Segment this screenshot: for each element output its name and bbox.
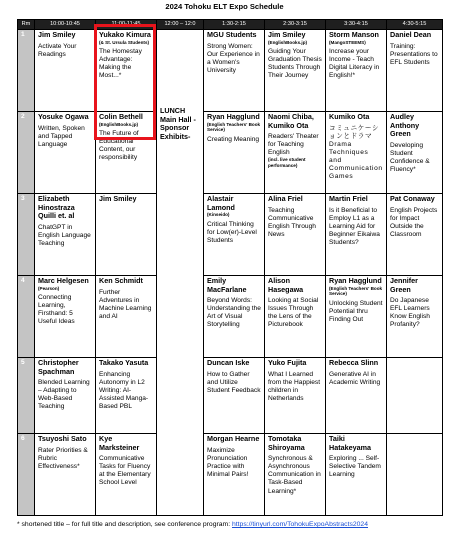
session-cell[interactable] bbox=[265, 276, 326, 358]
session-cell[interactable] bbox=[35, 194, 96, 276]
lunch-label: LUNCH Main Hall -Sponsor Exhibits- bbox=[160, 106, 196, 141]
session-cell[interactable] bbox=[204, 358, 265, 434]
session-title: Activate Your Readings bbox=[38, 42, 77, 58]
presenter-name: Jim Smiley bbox=[268, 30, 306, 39]
session-title: Critical Thinking for Low(er)-Level Students bbox=[207, 220, 257, 244]
presenter-affiliation: (English Teachers' Book Service) bbox=[207, 121, 261, 133]
session-cell[interactable] bbox=[204, 112, 265, 194]
session-cell[interactable] bbox=[96, 30, 157, 112]
header-room: Rm bbox=[18, 20, 35, 30]
session-cell[interactable] bbox=[387, 30, 443, 112]
session-cell[interactable] bbox=[204, 30, 265, 112]
session-title: Do Japanese EFL Learners Know English Profanity? bbox=[390, 297, 430, 329]
session-cell[interactable] bbox=[96, 276, 157, 358]
session-title: Is it Beneficial to Employ L1 as a Learning Aid for Beginner Eikaiwa Students? bbox=[329, 206, 380, 246]
presenter-name: Jim Smiley bbox=[38, 30, 76, 39]
session-title: Increase your Income - Teach Digital Literacy in English!* bbox=[329, 48, 380, 80]
session-title: Looking at Social Issues Through the Lens of the Picturebook bbox=[268, 297, 319, 329]
session-note: (incl. live student performance) bbox=[268, 157, 306, 169]
session-title: Guiding Your Graduation Thesis Students Through Their Journey bbox=[268, 48, 322, 80]
room-number: 2 bbox=[18, 112, 35, 194]
presenter-name: Yuko Fujita bbox=[268, 358, 307, 367]
session-title: The Future of Educational Content, our responsibility bbox=[99, 130, 139, 162]
session-cell[interactable] bbox=[265, 112, 326, 194]
presenter-name: Audley Anthony Green bbox=[390, 112, 420, 139]
presenter-name: Tomotaka Shiroyama bbox=[268, 434, 305, 452]
presenter-name: Takako Yasuta bbox=[99, 358, 149, 367]
session-title: Maximize Pronunciation Practice with Minimal Pairs! bbox=[207, 446, 249, 478]
presenter-name: Kye Marksteiner bbox=[99, 434, 140, 452]
table-row bbox=[18, 276, 443, 358]
session-cell[interactable] bbox=[265, 194, 326, 276]
session-cell[interactable] bbox=[265, 30, 326, 112]
session-cell[interactable] bbox=[204, 276, 265, 358]
presenter-name: Morgan Hearne bbox=[207, 434, 260, 443]
session-title: Enhancing Autonomy in L2 Writing: AI-Assisted Manga-Based PBL bbox=[99, 370, 149, 410]
session-title: Creating Meaning bbox=[207, 135, 260, 143]
presenter-affiliation: (& St. Ursula Students) bbox=[99, 39, 150, 45]
session-cell[interactable] bbox=[387, 194, 443, 276]
session-cell[interactable] bbox=[326, 434, 387, 516]
header-time-2: 11:00-11:45 bbox=[96, 20, 157, 30]
presenter-name: Alina Friel bbox=[268, 194, 303, 203]
session-cell[interactable] bbox=[35, 358, 96, 434]
presenter-name: Naomi Chiba, Kumiko Ota bbox=[268, 112, 314, 130]
room-number: 3 bbox=[18, 194, 35, 276]
presenter-name: Colin Bethell bbox=[99, 112, 143, 121]
presenter-affiliation: (EnglishBooks.jp) bbox=[268, 39, 308, 45]
room-number: 1 bbox=[18, 30, 35, 112]
presenter-affiliation: (English Teachers' Book Service) bbox=[329, 285, 383, 297]
session-cell[interactable] bbox=[96, 112, 157, 194]
session-cell[interactable] bbox=[35, 276, 96, 358]
session-title: コミュニケーションとドラマ Drama Techniques and Communication Games bbox=[329, 124, 383, 181]
table-row bbox=[18, 112, 443, 194]
page-title: 2024 Tohoku ELT Expo Schedule bbox=[165, 2, 284, 11]
presenter-name: Alison Hasegawa bbox=[268, 276, 304, 294]
presenter-affiliation: (MangoSTEEMS) bbox=[329, 39, 366, 45]
header-time-7: 4:30-5:15 bbox=[387, 20, 443, 30]
session-cell[interactable] bbox=[96, 358, 157, 434]
presenter-name: Alastair Lamond bbox=[207, 194, 235, 212]
presenter-affiliation: (Kinseido) bbox=[207, 212, 230, 218]
presenter-name: Tsuyoshi Sato bbox=[38, 434, 87, 443]
header-time-5: 2:30-3:15 bbox=[265, 20, 326, 30]
presenter-name: Daniel Dean bbox=[390, 30, 432, 39]
presenter-name: Elizabeth Hinostraza Quilli et. al bbox=[38, 194, 75, 221]
header-time-1: 10:00-10:45 bbox=[35, 20, 96, 30]
presenter-name: Rebecca Slinn bbox=[329, 358, 379, 367]
session-cell[interactable] bbox=[96, 194, 157, 276]
header-row bbox=[18, 20, 443, 30]
session-title: Further Adventures in Machine Learning and AI bbox=[99, 288, 152, 320]
presenter-name: MGU Students bbox=[207, 30, 257, 39]
presenter-name: Emily MacFarlane bbox=[207, 276, 247, 294]
session-title: Strong Women: Our Experience in a Women's University bbox=[207, 42, 260, 74]
table-row bbox=[18, 194, 443, 276]
footnote-text: * shortened title – for full title and description, see conference program: bbox=[17, 521, 232, 528]
header-time-6: 3:30-4:15 bbox=[326, 20, 387, 30]
presenter-name: Pat Conaway bbox=[390, 194, 435, 203]
presenter-affiliation: (EnglishBooks.jp) bbox=[99, 121, 139, 127]
session-cell[interactable] bbox=[326, 30, 387, 112]
presenter-name: Jim Smiley bbox=[99, 194, 137, 203]
session-title: Synchronous & Asynchronous Communication in Task-Based Learning* bbox=[268, 455, 321, 495]
presenter-name: Yosuke Ogawa bbox=[38, 112, 89, 121]
session-title: Connecting Learning, Firsthand: 5 Useful Ideas bbox=[38, 294, 75, 326]
session-cell[interactable] bbox=[204, 194, 265, 276]
session-title: Rater Priorities & Rubric Effectiveness* bbox=[38, 446, 88, 470]
presenter-name: Ryan Hagglund bbox=[329, 276, 382, 285]
presenter-name: Ryan Hagglund bbox=[207, 112, 260, 121]
session-cell[interactable] bbox=[326, 276, 387, 358]
session-title: Readers' Theater for Teaching English bbox=[268, 133, 319, 157]
session-title: What I Learned from the Happiest children in Netherlands bbox=[268, 370, 321, 402]
room-number: 6 bbox=[18, 434, 35, 516]
presenter-name: Ken Schmidt bbox=[99, 276, 143, 285]
table-row bbox=[18, 358, 443, 434]
session-cell[interactable] bbox=[265, 358, 326, 434]
empty-cell bbox=[387, 358, 443, 434]
presenter-name: Kumiko Ota bbox=[329, 112, 370, 121]
session-cell[interactable] bbox=[326, 358, 387, 434]
session-title: Blended Learning – Adapting to Web-Based Teaching bbox=[38, 379, 90, 411]
session-cell[interactable] bbox=[35, 112, 96, 194]
session-cell[interactable] bbox=[387, 276, 443, 358]
abstracts-link[interactable]: https://tinyurl.com/TohokuExpoAbstracts2024 bbox=[231, 521, 368, 528]
session-title: Generative AI in Academic Writing bbox=[329, 370, 381, 386]
footnote bbox=[17, 520, 447, 529]
session-cell[interactable] bbox=[326, 112, 387, 194]
presenter-name: Jennifer Green bbox=[390, 276, 418, 294]
session-cell[interactable] bbox=[35, 30, 96, 112]
session-cell[interactable] bbox=[326, 194, 387, 276]
presenter-name: Martin Friel bbox=[329, 194, 368, 203]
session-title: The Homestay Advantage: Making the Most...* bbox=[99, 48, 142, 80]
session-cell[interactable] bbox=[265, 434, 326, 516]
empty-cell bbox=[387, 434, 443, 516]
session-title: Training: Presentations to EFL Students bbox=[390, 42, 438, 66]
session-title: Developing Student Confidence & Fluency* bbox=[390, 141, 430, 174]
schedule-table bbox=[17, 19, 443, 516]
session-cell[interactable] bbox=[204, 434, 265, 516]
room-number: 5 bbox=[18, 358, 35, 434]
session-title: Teaching Communicative English Through News bbox=[268, 206, 316, 238]
presenter-name: Storm Manson bbox=[329, 30, 379, 39]
room-number: 4 bbox=[18, 276, 35, 358]
presenter-name: Christopher Spachman bbox=[38, 358, 79, 376]
session-title: Written, Spoken and Tapped Language bbox=[38, 124, 85, 148]
session-title: How to Gather and Utilize Student Feedback bbox=[207, 370, 261, 394]
table-row bbox=[18, 30, 443, 112]
presenter-name: Taiki Hatakeyama bbox=[329, 434, 371, 452]
session-title: Beyond Words: Understanding the Art of Visual Storytelling bbox=[207, 297, 261, 329]
table-row bbox=[18, 434, 443, 516]
session-title: Exploring ... Self-Selective Tandem Learning bbox=[329, 455, 381, 479]
session-cell[interactable] bbox=[96, 434, 157, 516]
session-title: ChatGPT in English Language Teaching bbox=[38, 223, 91, 247]
session-title: Unlocking Student Potential thru Finding Out bbox=[329, 299, 383, 323]
header-time-3: 12:00 – 12:0 bbox=[157, 20, 204, 30]
session-cell[interactable] bbox=[387, 112, 443, 194]
session-title: English Projects for Impact Outside the Classroom bbox=[390, 206, 438, 238]
header-time-4: 1:30-2:15 bbox=[204, 20, 265, 30]
presenter-name: Duncan Iske bbox=[207, 358, 250, 367]
lunch-break-cell bbox=[157, 30, 204, 516]
presenter-name: Marc Helgesen bbox=[38, 276, 89, 285]
session-cell[interactable] bbox=[35, 434, 96, 516]
presenter-name: Yukako Kimura bbox=[99, 30, 151, 39]
session-title: Communicative Tasks for Fluency at the Elementary School Level bbox=[99, 455, 151, 487]
presenter-affiliation: (Pearson) bbox=[38, 285, 60, 291]
